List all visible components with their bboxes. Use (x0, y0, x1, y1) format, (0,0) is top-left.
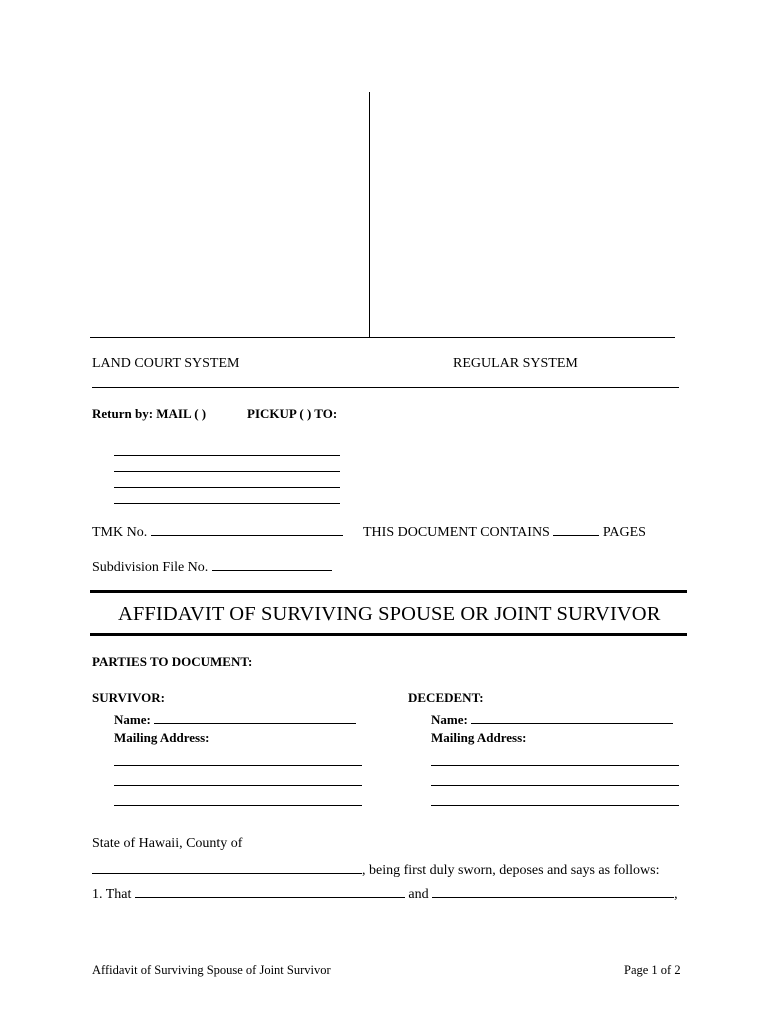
clause-1-first-field[interactable] (135, 884, 405, 898)
return-address-line[interactable] (114, 471, 340, 472)
sworn-statement: , being first duly sworn, deposes and says as follows: (92, 860, 659, 879)
decedent-name-field[interactable] (471, 710, 673, 724)
pickup-to-label: PICKUP ( ) TO: (247, 406, 338, 421)
return-by-label: Return by: MAIL ( ) (92, 406, 207, 421)
survivor-address-line[interactable] (114, 805, 362, 806)
title-rule-bottom (90, 633, 687, 636)
regular-system-label: REGULAR SYSTEM (453, 356, 578, 371)
clause-1: 1. That and , (92, 884, 678, 903)
survivor-name-field[interactable] (154, 710, 356, 724)
tmk-field[interactable] (151, 522, 343, 536)
system-divider (92, 387, 679, 388)
land-court-system-label: LAND COURT SYSTEM (92, 356, 240, 371)
document-title: AFFIDAVIT OF SURVIVING SPOUSE OR JOINT SURVIVOR (118, 603, 661, 625)
recording-divider-horizontal (90, 337, 675, 338)
decedent-address-label: Mailing Address: (431, 730, 527, 745)
page-number: Page 1 of 2 (624, 963, 681, 977)
subdivision-field[interactable] (212, 557, 332, 571)
state-county-label: State of Hawaii, County of (92, 836, 243, 851)
survivor-address-line[interactable] (114, 785, 362, 786)
return-address-line[interactable] (114, 487, 340, 488)
decedent-address-line[interactable] (431, 765, 679, 766)
footer-title: Affidavit of Surviving Spouse of Joint Survivor (92, 963, 331, 977)
tmk-label: TMK No. (92, 522, 343, 541)
survivor-address-line[interactable] (114, 765, 362, 766)
return-address-line[interactable] (114, 455, 340, 456)
return-address-line[interactable] (114, 503, 340, 504)
decedent-address-line[interactable] (431, 785, 679, 786)
subdivision-label: Subdivision File No. (92, 557, 332, 576)
clause-1-second-field[interactable] (432, 884, 674, 898)
parties-heading: PARTIES TO DOCUMENT: (92, 654, 253, 669)
affiant-field[interactable] (92, 860, 362, 874)
pages-count-field[interactable] (553, 522, 599, 536)
survivor-heading: SURVIVOR: (92, 690, 165, 705)
title-rule-top (90, 590, 687, 593)
survivor-address-label: Mailing Address: (114, 730, 210, 745)
survivor-name-label: Name: (114, 710, 356, 728)
decedent-address-line[interactable] (431, 805, 679, 806)
recording-divider-vertical (369, 92, 370, 338)
decedent-heading: DECEDENT: (408, 690, 484, 705)
pages-count-label: THIS DOCUMENT CONTAINS PAGES (363, 522, 646, 541)
decedent-name-label: Name: (431, 710, 673, 728)
